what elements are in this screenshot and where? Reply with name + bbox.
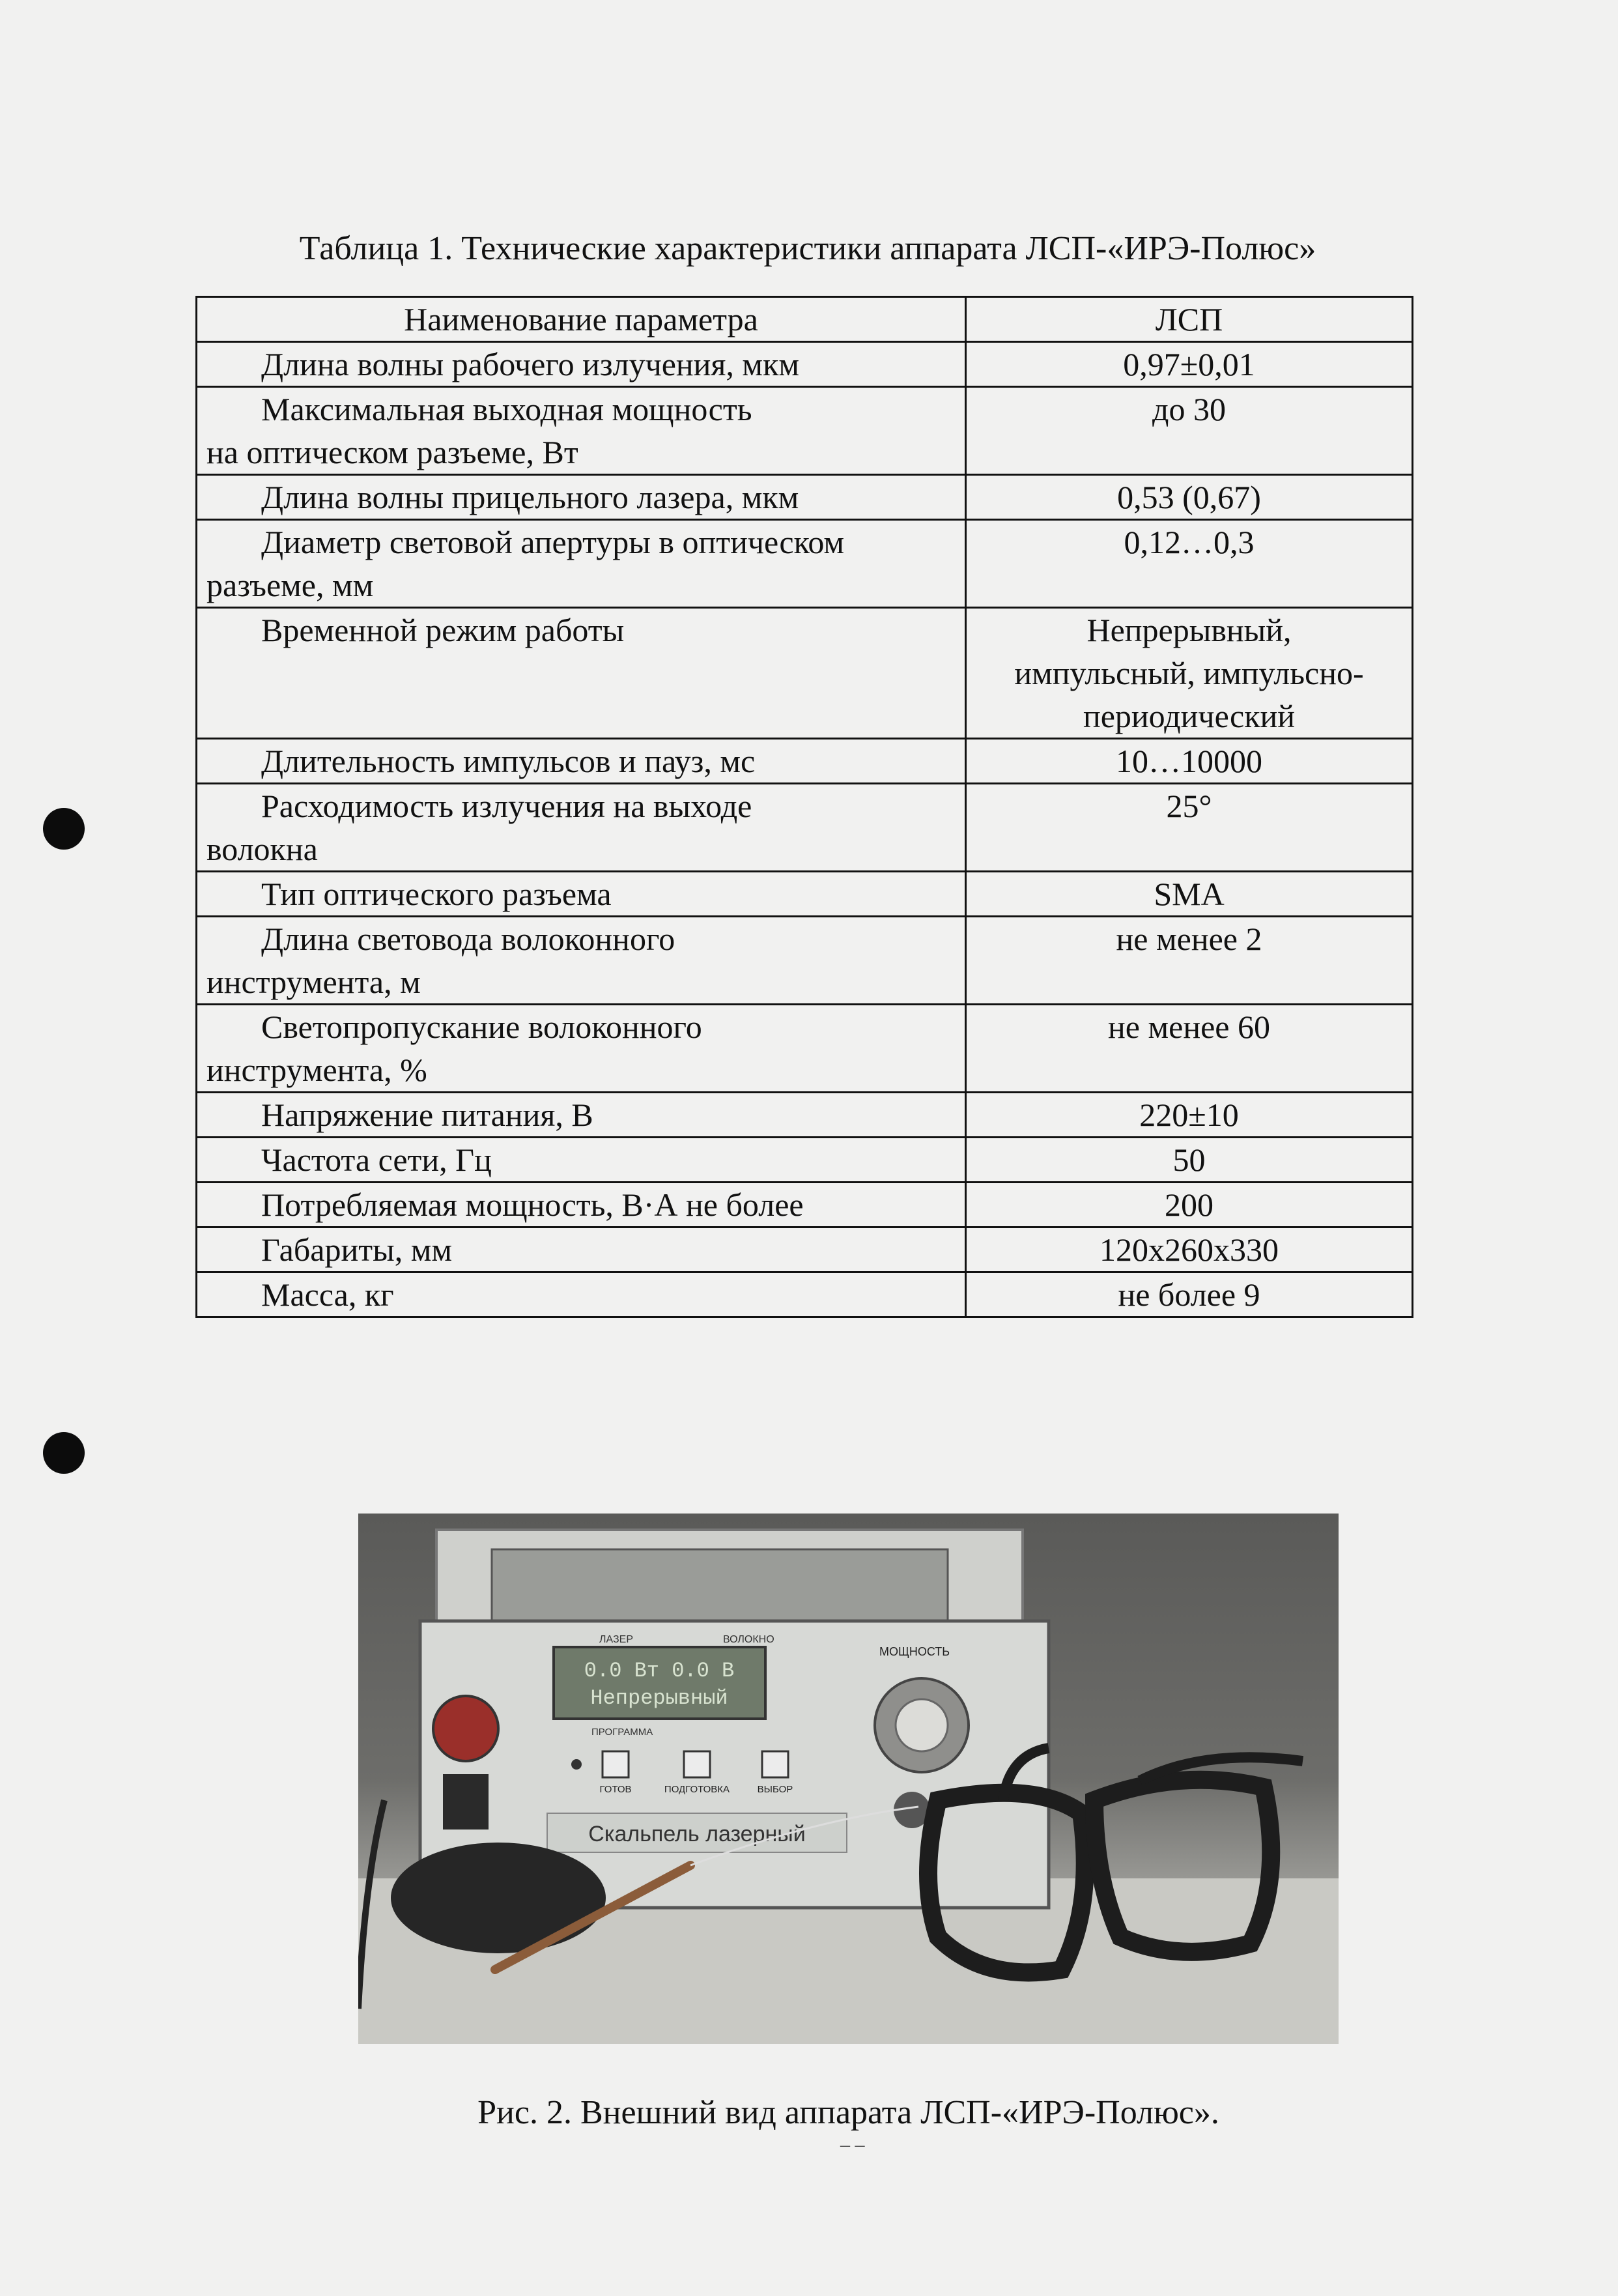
table-title: Таблица 1. Технические характеристики аппарата ЛСП-«ИРЭ-Полюс» [299,230,1316,267]
device-photo [358,1514,1339,2044]
value-text: импульсный, импульсно- [1014,655,1364,691]
value-text: 0,12…0,3 [1124,524,1255,560]
program-label: ПРОГРАММА [591,1727,653,1738]
value-cell [966,475,1413,520]
prepare-button [684,1751,710,1777]
value-text: 120x260x330 [1100,1231,1279,1268]
value-cell [966,1093,1413,1138]
param-text: Временной режим работы [261,612,625,648]
table-row [197,1227,1413,1272]
param-cell [197,739,966,784]
param-text: Потребляемая мощность, В·А не более [261,1186,804,1223]
ready-label: ГОТОВ [599,1784,632,1795]
value-cell [966,917,1413,1005]
display-line-1: 0.0 Вт 0.0 В [584,1659,735,1683]
param-text: волокна [206,831,318,867]
value-cell [966,1005,1413,1093]
value-text: не более 9 [1118,1276,1260,1313]
param-text: инструмента, м [206,964,421,1000]
emergency-stop-button [433,1696,498,1761]
param-text: Диаметр световой апертуры в оптическом [261,524,845,560]
prepare-label: ПОДГОТОВКА [664,1784,730,1795]
value-cell [966,608,1413,739]
laser-label: ЛАЗЕР [599,1634,633,1645]
param-text: Масса, кг [261,1276,394,1313]
param-cell [197,872,966,917]
table-row [197,1093,1413,1138]
param-text: инструмента, % [206,1052,427,1088]
table-row [197,1138,1413,1183]
value-cell [966,1227,1413,1272]
param-text: Расходимость излучения на выходе [261,788,752,824]
param-cell [197,520,966,608]
param-text: Напряжение питания, В [261,1097,593,1133]
value-cell [966,387,1413,475]
figure-caption: Рис. 2. Внешний вид аппарата ЛСП-«ИРЭ-Полюс». [477,2094,1219,2131]
value-text: не менее 2 [1116,921,1262,957]
page-number: – – [840,2134,865,2155]
value-text: до 30 [1152,391,1226,427]
brand-plate-text: Скальпель лазерный [588,1822,806,1846]
power-label: МОЩНОСТЬ [879,1645,950,1658]
param-text: Габариты, мм [261,1231,452,1268]
value-text: 25° [1166,788,1212,824]
value-text: SMA [1154,876,1225,912]
param-cell [197,917,966,1005]
value-cell [966,342,1413,387]
key-switch [443,1774,489,1830]
table-row [197,739,1413,784]
value-text: 200 [1165,1186,1214,1223]
foot-pedal [391,1843,606,1953]
display-line-2: Непрерывный [590,1686,728,1710]
param-cell [197,1005,966,1093]
table-row [197,872,1413,917]
specs-table [195,296,1413,1318]
table-row [197,520,1413,608]
value-text: 50 [1172,1141,1206,1178]
value-cell [966,1183,1413,1227]
header-param: Наименование параметра [197,297,966,342]
param-cell [197,608,966,739]
param-text: Частота сети, Гц [261,1141,492,1178]
table-row [197,917,1413,1005]
value-text: периодический [1083,698,1296,734]
param-text: Тип оптического разъема [261,876,612,912]
param-text: Длительность импульсов и пауз, мс [261,743,756,779]
value-text: 220±10 [1139,1097,1239,1133]
value-text: 10…10000 [1116,743,1262,779]
ready-button [603,1751,629,1777]
value-cell [966,784,1413,872]
value-text: Непрерывный, [1086,612,1292,648]
table-row [197,1183,1413,1227]
param-text: Длина волны рабочего излучения, мкм [261,346,800,382]
table-row [197,784,1413,872]
value-cell [966,872,1413,917]
param-cell [197,1183,966,1227]
param-cell [197,1272,966,1317]
table-row [197,387,1413,475]
param-text: Максимальная выходная мощность [261,391,752,427]
value-text: 0,97±0,01 [1123,346,1255,382]
header-value: ЛСП [966,297,1413,342]
param-cell [197,1227,966,1272]
table-row [197,342,1413,387]
status-led [571,1759,582,1770]
value-text: 0,53 (0,67) [1117,479,1261,515]
param-cell [197,342,966,387]
punch-hole [43,1432,85,1474]
param-cell [197,1138,966,1183]
param-text: Светопропускание волоконного [261,1009,702,1045]
select-button [762,1751,788,1777]
table-row [197,608,1413,739]
param-cell [197,475,966,520]
table-row [197,1272,1413,1317]
param-text: разъеме, мм [206,567,374,603]
value-cell [966,1138,1413,1183]
value-cell [966,520,1413,608]
param-text: Длина волны прицельного лазера, мкм [261,479,799,515]
punch-hole [43,808,85,850]
value-cell [966,739,1413,784]
select-label: ВЫБОР [757,1784,793,1795]
table-row [197,475,1413,520]
value-cell [966,1272,1413,1317]
param-cell [197,784,966,872]
param-cell [197,387,966,475]
table-header-row [197,297,1413,342]
fiber-label: ВОЛОКНО [723,1634,774,1645]
table-row [197,1005,1413,1093]
param-cell [197,1093,966,1138]
param-text: на оптическом разъеме, Вт [206,434,578,470]
value-text: не менее 60 [1108,1009,1270,1045]
device-top-window [492,1549,948,1621]
param-text: Длина световода волоконного [261,921,675,957]
